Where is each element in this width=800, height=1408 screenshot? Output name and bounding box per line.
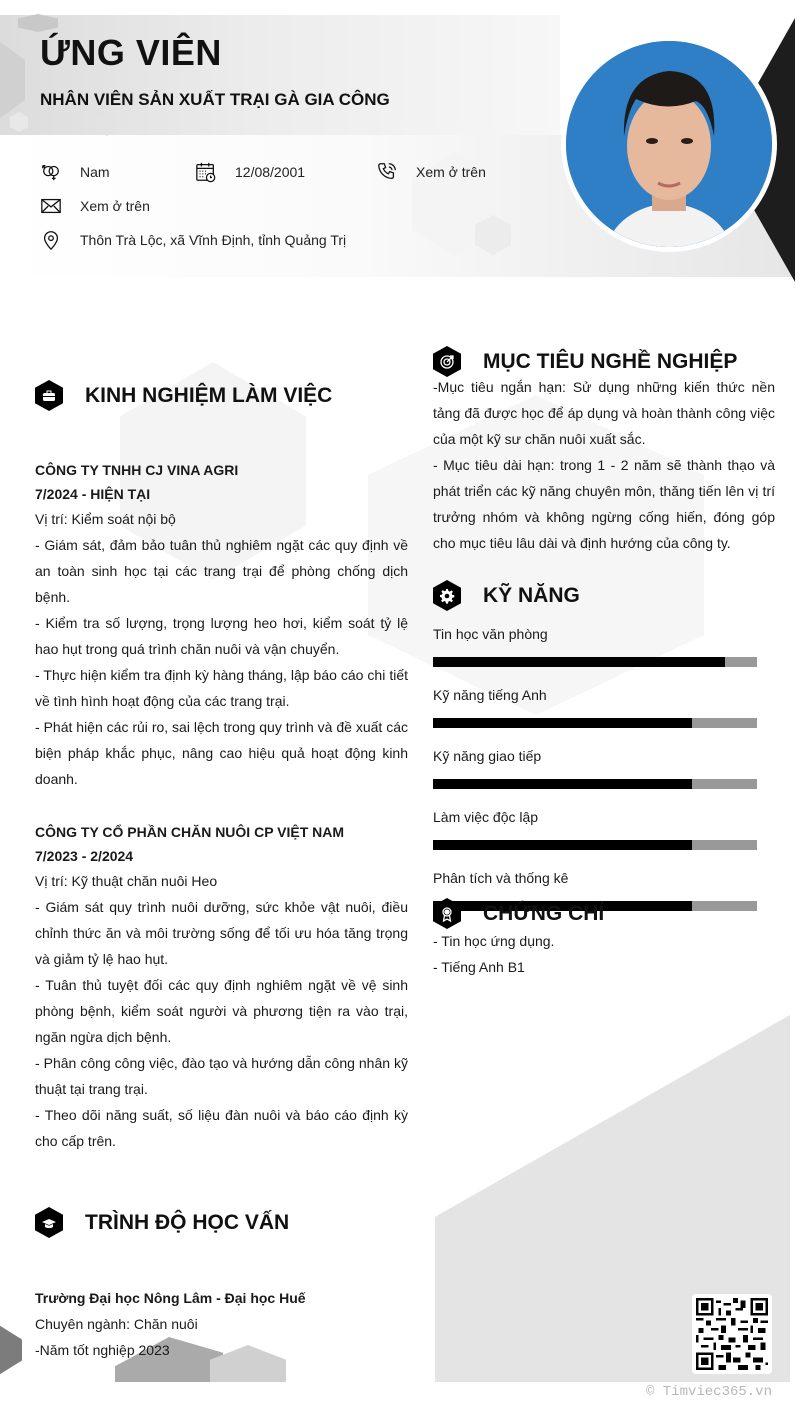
job-period: 7/2024 - HIỆN TẠI — [35, 486, 151, 502]
skill-label: Kỹ năng tiếng Anh — [433, 687, 547, 703]
gender-row — [40, 161, 110, 183]
education-heading — [35, 1207, 289, 1238]
birthday-value: 12/08/2001 — [235, 164, 306, 180]
certificate-item: - Tin học ứng dụng. — [433, 933, 555, 949]
skills-heading — [433, 580, 580, 611]
experience-heading — [35, 380, 332, 411]
job-position: Vị trí: Kỹ thuật chăn nuôi Heo — [35, 873, 218, 889]
certificates-list — [433, 928, 775, 980]
skill-bar-fill — [433, 657, 725, 667]
skill-label: Tin học văn phòng — [433, 626, 548, 642]
objective-heading — [433, 346, 737, 377]
job-title: NHÂN VIÊN SẢN XUẤT TRẠI GÀ GIA CÔNG — [40, 90, 390, 109]
job-entry — [35, 820, 408, 1154]
graduation-cap-icon — [35, 1207, 63, 1238]
skill-item — [433, 626, 757, 667]
email-row — [40, 195, 150, 217]
skill-bar — [433, 840, 757, 850]
experience-list — [35, 458, 408, 1154]
school-name: Trường Đại học Nông Lâm - Đại học Huế — [35, 1290, 306, 1306]
skill-bar — [433, 718, 757, 728]
calendar-icon — [195, 161, 217, 183]
gender-icon — [40, 161, 62, 183]
decor-hexagon — [0, 1326, 22, 1374]
qr-code-icon — [696, 1298, 768, 1370]
gear-icon — [433, 580, 461, 611]
job-bullet: - Theo dõi năng suất, số liệu đàn nuôi và báo cáo định kỳ cho cấp trên. — [35, 1107, 408, 1149]
job-bullet: - Phát hiện các rủi ro, sai lệch trong quy trình và đề xuất các biện pháp khắc phục, nâng cao hiệu quả hoạt động kinh doanh. — [35, 719, 408, 787]
objective-paragraph: -Mục tiêu ngắn hạn: Sử dụng những kiến thức nền tảng đã được học để áp dụng và hoàn thành công việc của một kỹ sư chăn nuôi xuất sắc. — [433, 379, 775, 447]
gender-value: Nam — [80, 164, 110, 180]
target-icon — [433, 346, 461, 377]
job-bullet: - Thực hiện kiểm tra định kỳ hàng tháng, lập báo cáo chi tiết về tình hình hoạt động của các trang trại. — [35, 667, 408, 709]
experience-title: KINH NGHIỆM LÀM VIỆC — [85, 383, 333, 407]
job-bullet: - Kiểm tra số lượng, trọng lượng heo hơi, kiểm soát tỷ lệ hao hụt trong quá trình chăn nuôi và vận chuyển. — [35, 615, 408, 657]
job-bullet: - Giám sát, đảm bảo tuân thủ nghiêm ngặt các quy định về an toàn sinh học tại các trang trại để phòng chống dịch bệnh. — [35, 537, 408, 605]
skill-bar — [433, 657, 757, 667]
envelope-icon — [40, 195, 62, 217]
job-period: 7/2023 - 2/2024 — [35, 848, 134, 864]
skill-label: Kỹ năng giao tiếp — [433, 748, 542, 764]
skills-list — [433, 626, 757, 931]
location-pin-icon — [40, 229, 62, 251]
job-bullet: - Giám sát quy trình nuôi dưỡng, sức khỏe vật nuôi, điều chỉnh thức ăn và môi trường sống để tối ưu hóa tăng trọng và giảm tỷ lệ hao hụt. — [35, 899, 408, 967]
certificates-title: CHỨNG CHỈ — [483, 901, 605, 925]
certificate-item: - Tiếng Anh B1 — [433, 959, 525, 975]
phone-icon — [376, 161, 398, 183]
avatar — [561, 36, 777, 252]
skill-label: Phân tích và thống kê — [433, 870, 569, 886]
objective-paragraph: - Mục tiêu dài hạn: trong 1 - 2 năm sẽ thành thạo và phát triển các kỹ năng chuyên môn, thăng tiến lên vị trí trưởng nhóm và không ngừng cống hiến, đóng góp cho mục tiêu lâu dài và định hướng của công ty. — [433, 457, 775, 551]
skill-bar-fill — [433, 779, 692, 789]
graduation-year: -Năm tốt nghiệp 2023 — [35, 1342, 170, 1358]
phone-value: Xem ở trên — [416, 164, 486, 180]
briefcase-icon — [35, 380, 63, 411]
education-title: TRÌNH ĐỘ HỌC VẤN — [85, 1210, 290, 1234]
job-position: Vị trí: Kiểm soát nội bộ — [35, 511, 176, 527]
skill-label: Làm việc độc lập — [433, 809, 539, 825]
major: Chuyên ngành: Chăn nuôi — [35, 1316, 198, 1332]
candidate-name: ỨNG VIÊN — [40, 32, 222, 73]
qr-code[interactable] — [692, 1294, 772, 1374]
company-name: CÔNG TY CỔ PHẦN CHĂN NUÔI CP VIỆT NAM — [35, 824, 345, 840]
address-row — [40, 229, 346, 251]
avatar-photo — [566, 41, 772, 247]
education-entry — [35, 1285, 408, 1363]
person-photo-icon — [566, 41, 772, 247]
phone-row — [376, 161, 486, 183]
birthday-row — [195, 161, 305, 183]
skill-bar-fill — [433, 840, 692, 850]
award-icon — [433, 898, 461, 929]
skill-item — [433, 687, 757, 728]
address-value: Thôn Trà Lộc, xã Vĩnh Định, tỉnh Quảng Trị — [80, 232, 347, 248]
skill-bar-fill — [433, 718, 692, 728]
skill-item — [433, 748, 757, 789]
skill-bar — [433, 779, 757, 789]
job-entry — [35, 458, 408, 792]
certificates-heading — [433, 898, 604, 929]
watermark: © Timviec365.vn — [645, 1384, 772, 1400]
job-bullet: - Phân công công việc, đào tạo và hướng dẫn công nhân kỹ thuật tại trang trại. — [35, 1055, 408, 1097]
objective-text — [433, 374, 775, 556]
job-bullet: - Tuân thủ tuyệt đối các quy định nghiêm ngặt về vệ sinh phòng bệnh, kiểm soát người và phương tiện ra vào trại, ngăn ngừa dịch bệnh. — [35, 977, 408, 1045]
skill-item — [433, 809, 757, 850]
objective-title: MỤC TIÊU NGHỀ NGHIỆP — [483, 349, 738, 373]
company-name: CÔNG TY TNHH CJ VINA AGRI — [35, 462, 239, 478]
skills-title: KỸ NĂNG — [483, 583, 580, 607]
email-value: Xem ở trên — [80, 198, 150, 214]
